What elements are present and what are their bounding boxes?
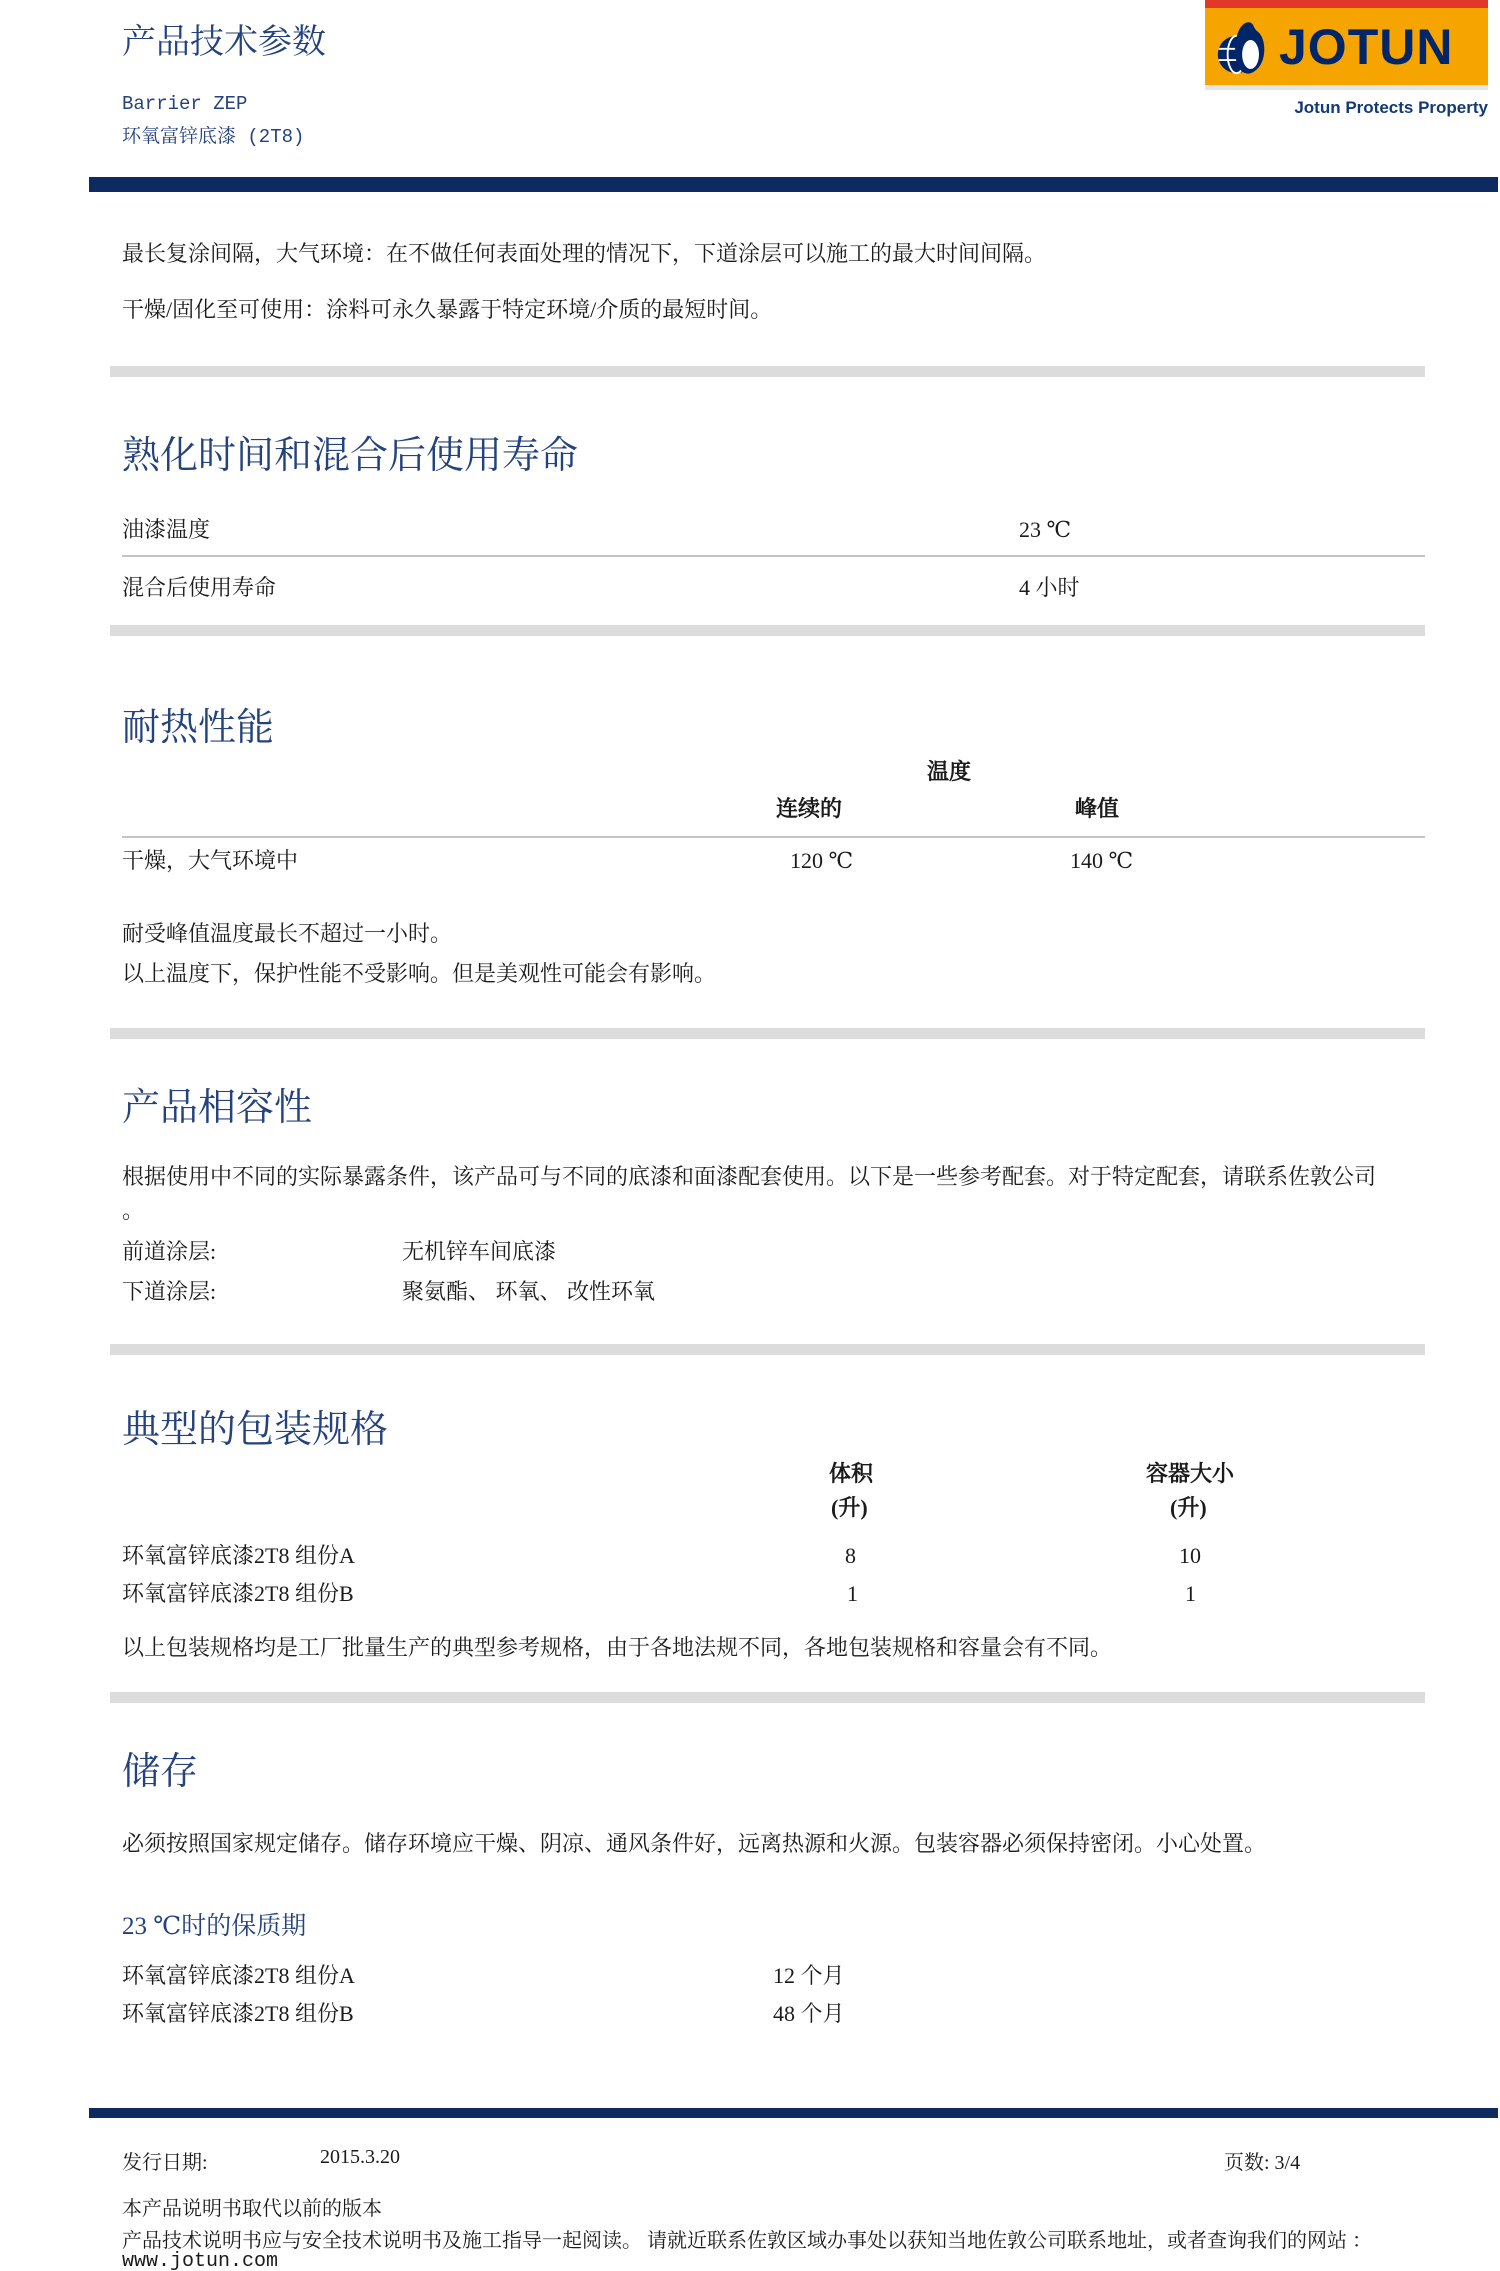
heat-row-label: 干燥，大气环境中	[122, 848, 299, 873]
heat-note-2: 以上温度下，保护性能不受影响。但是美观性可能会有影响。	[122, 961, 717, 986]
logo-yellow-panel	[1205, 8, 1488, 85]
logo-tagline: Jotun Protects Property	[1294, 98, 1488, 117]
packaging-row-volume: 8	[845, 1543, 856, 1568]
curing-row-label: 混合后使用寿命	[122, 575, 277, 600]
compatibility-row-label: 前道涂层:	[122, 1239, 217, 1264]
penguin-globe-icon	[1215, 17, 1273, 77]
intro-paragraph-1: 最长复涂间隔，大气环境：在不做任何表面处理的情况下，下道涂层可以施工的最大时间间隔。	[122, 241, 1047, 266]
heat-note-1: 耐受峰值温度最长不超过一小时。	[122, 921, 453, 946]
compatibility-row-value: 聚氨酯、 环氧、 改性环氧	[402, 1279, 656, 1304]
storage-shelflife-subheading: 23 ℃时的保质期	[122, 1913, 307, 1940]
storage-paragraph: 必须按照国家规定储存。储存环境应干燥、阴凉、通风条件好，远离热源和火源。包装容器必须保持密闭。小心处置。	[122, 1831, 1267, 1856]
heat-group-header: 温度	[927, 759, 972, 784]
heat-col-peak: 峰值	[1075, 796, 1120, 821]
footer-website: www.jotun.com	[122, 2250, 279, 2271]
logo-wordmark: JOTUN	[1279, 18, 1454, 75]
packaging-col-size: 容器大小	[1146, 1461, 1235, 1486]
curing-row-label: 油漆温度	[122, 517, 211, 542]
page-title: 产品技术参数	[122, 24, 326, 61]
footer-supersede-note: 本产品说明书取代以前的版本	[122, 2198, 382, 2220]
heat-row-continuous-value: 120 ℃	[790, 848, 854, 873]
intro-paragraph-2: 干燥/固化至可使用：涂料可永久暴露于特定环境/介质的最短时间。	[122, 297, 773, 322]
shelflife-row-label: 环氧富锌底漆2T8 组份B	[122, 2001, 354, 2026]
packaging-row-size: 10	[1179, 1543, 1201, 1568]
curing-row-value: 4 小时	[1019, 575, 1080, 600]
footer-divider-bar	[89, 2108, 1498, 2118]
section-heading-curing: 熟化时间和混合后使用寿命	[122, 435, 579, 477]
footer-read-with-note: 产品技术说明书应与安全技术说明书及施工指导一起阅读。 请就近联系佐敦区域办事处以获知当地佐敦公司联系地址，或者查询我们的网站 ：	[122, 2230, 1372, 2252]
packaging-row-label: 环氧富锌底漆2T8 组份A	[122, 1543, 355, 1568]
section-heading-heat: 耐热性能	[122, 707, 275, 749]
heat-row-peak-value: 140 ℃	[1070, 848, 1134, 873]
compatibility-paragraph: 根据使用中不同的实际暴露条件，该产品可与不同的底漆和面漆配套使用。以下是一些参考配套。对于特定配套，请联系佐敦公司。	[122, 1164, 1377, 1223]
packaging-col-size-unit: (升)	[1170, 1495, 1207, 1520]
footer-issue-label: 发行日期:	[122, 2152, 208, 2174]
packaging-col-volume: 体积	[829, 1461, 874, 1486]
product-subtitle: 环氧富锌底漆 (2T8)	[122, 126, 305, 148]
logo-shadow-strip	[1205, 85, 1488, 90]
shelflife-row-label: 环氧富锌底漆2T8 组份A	[122, 1963, 355, 1988]
footer-issue-date: 2015.3.20	[320, 2146, 400, 2168]
compatibility-row-label: 下道涂层:	[122, 1279, 217, 1304]
table-rule	[122, 555, 1425, 557]
packaging-row-size: 1	[1185, 1581, 1196, 1606]
header-divider-bar	[89, 177, 1498, 192]
heat-col-continuous: 连续的	[776, 796, 843, 821]
product-name: Barrier ZEP	[122, 93, 248, 115]
table-rule	[122, 836, 1425, 838]
compatibility-row-value: 无机锌车间底漆	[402, 1239, 557, 1264]
shelflife-row-value: 48 个月	[773, 2001, 845, 2026]
logo-red-strip	[1205, 0, 1488, 8]
packaging-col-volume-unit: (升)	[831, 1495, 868, 1520]
footer-page-number: 页数: 3/4	[1224, 2152, 1301, 2174]
packaging-row-volume: 1	[847, 1581, 858, 1606]
section-heading-compatibility: 产品相容性	[122, 1087, 313, 1129]
packaging-row-label: 环氧富锌底漆2T8 组份B	[122, 1581, 354, 1606]
section-separator	[110, 1028, 1425, 1039]
section-separator	[110, 1692, 1425, 1703]
packaging-note: 以上包装规格均是工厂批量生产的典型参考规格，由于各地法规不同，各地包装规格和容量会有不同。	[122, 1635, 1113, 1660]
section-separator	[110, 625, 1425, 636]
section-separator	[110, 366, 1425, 377]
shelflife-row-value: 12 个月	[773, 1963, 845, 1988]
section-heading-storage: 储存	[122, 1751, 199, 1793]
section-separator	[110, 1344, 1425, 1355]
curing-row-value: 23 ℃	[1019, 517, 1072, 542]
jotun-logo	[1205, 0, 1488, 118]
section-heading-packaging: 典型的包装规格	[122, 1409, 389, 1451]
